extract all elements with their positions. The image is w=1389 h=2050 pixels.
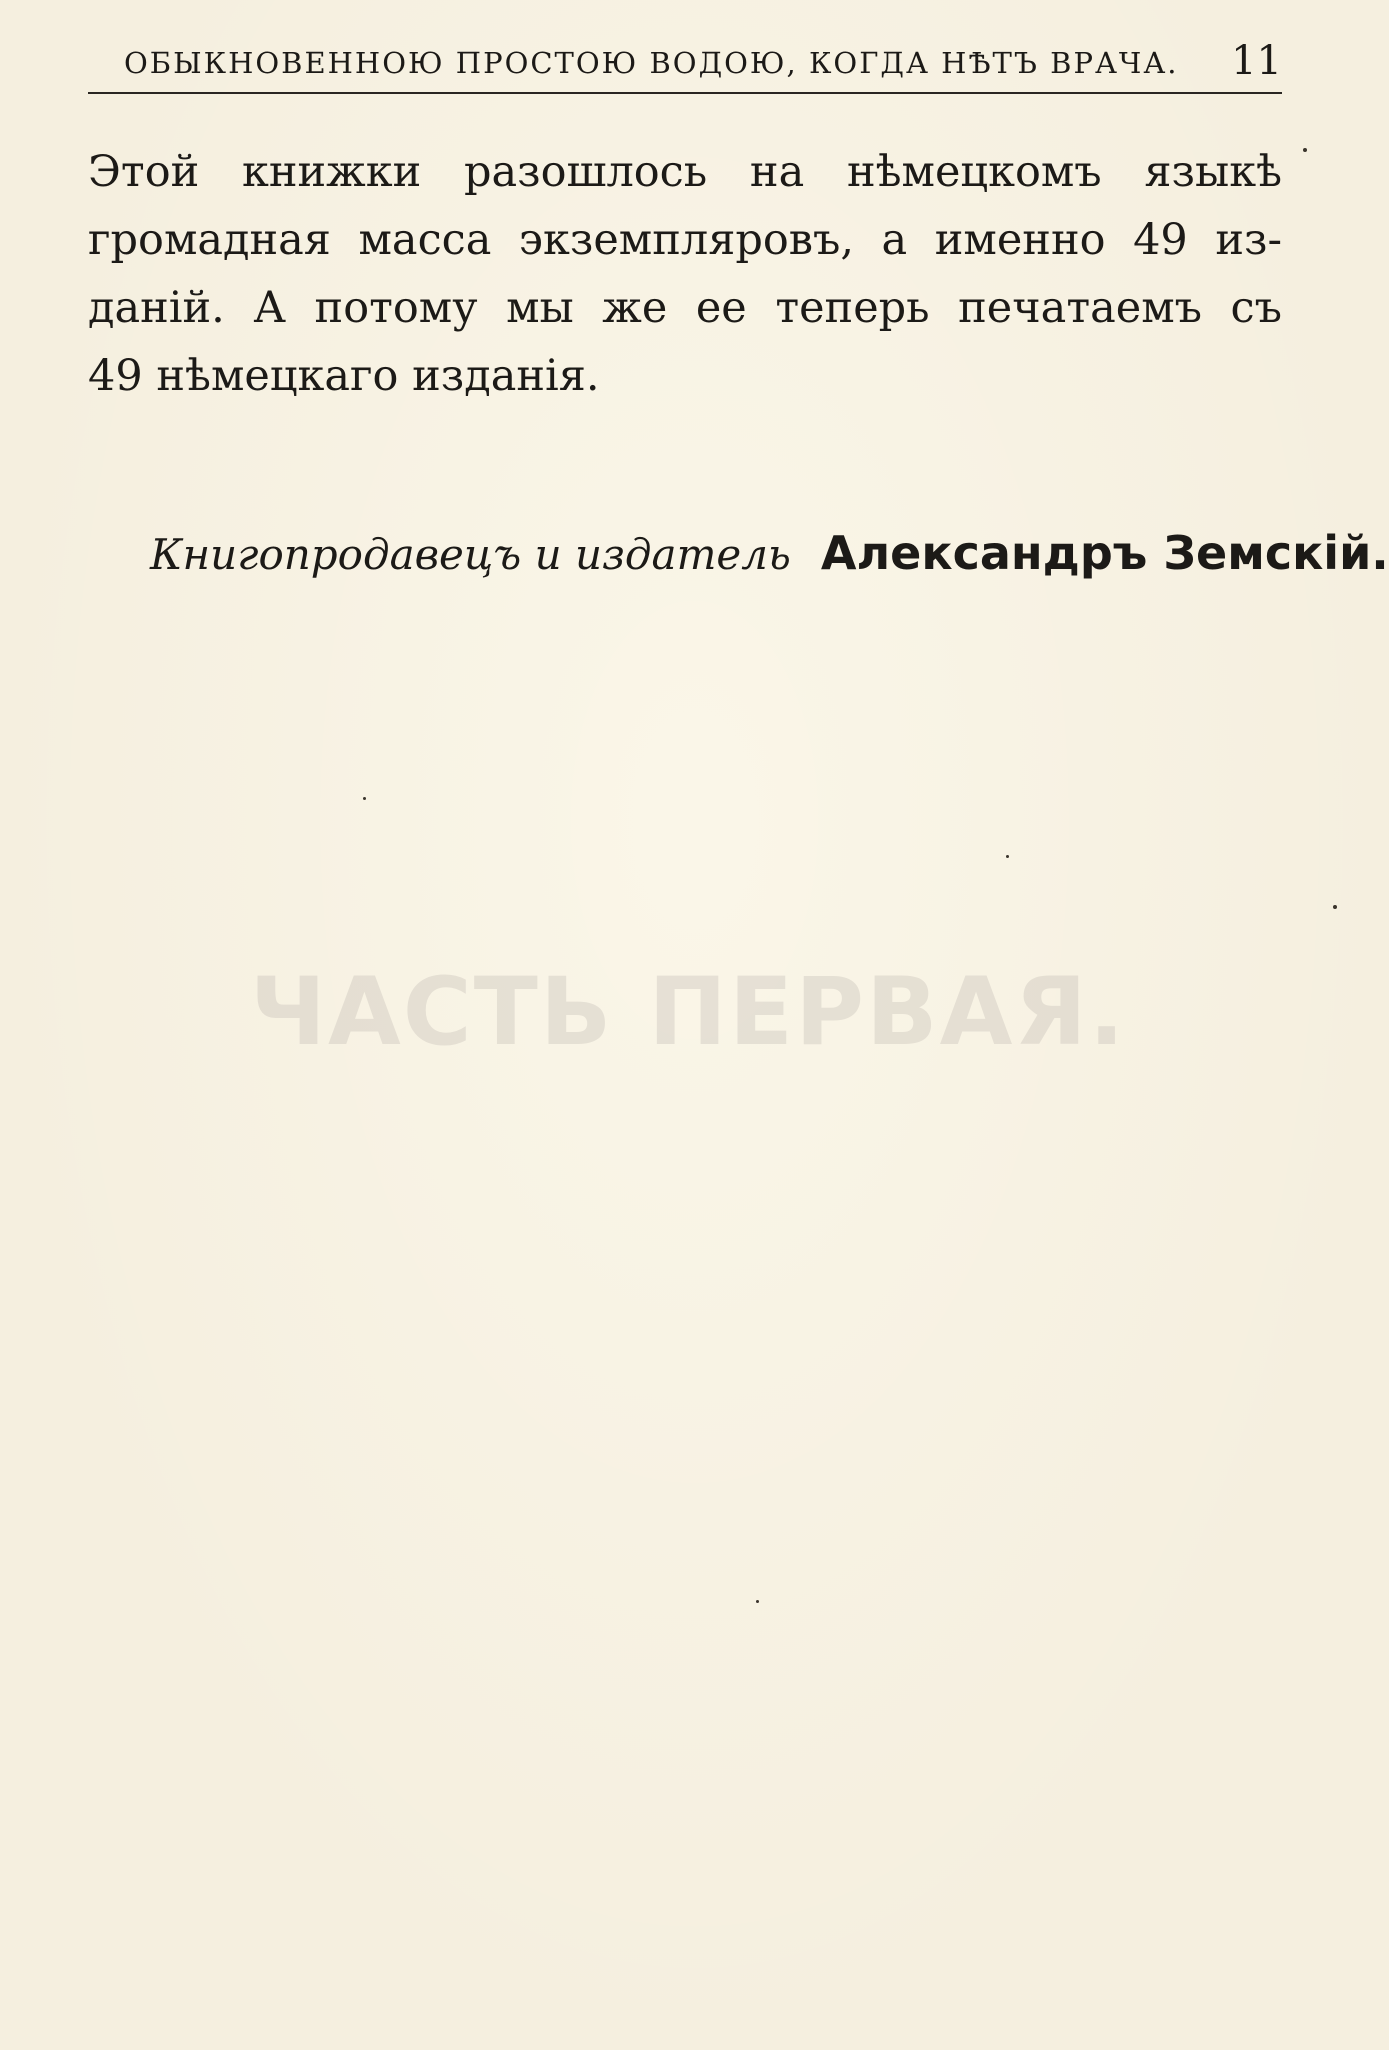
page-number: 11 (1231, 38, 1282, 84)
paper-speck (756, 1600, 759, 1603)
running-title: ОБЫКНОВЕННОЮ ПРОСТОЮ ВОДОЮ, КОГДА НѢТЪ ВРАЧА. (124, 46, 1179, 80)
paper-speck (1333, 905, 1337, 909)
body-line: 49 нѣмецкаго изданiя. (88, 351, 600, 401)
publisher-role: Книгопродавецъ и издатель (150, 530, 791, 579)
paper-speck (1303, 148, 1307, 152)
body-line: громадная масса экземпляровъ, а именно 49 из- (88, 215, 1282, 265)
body-line: данiй. А потому мы же ее теперь печатаемъ съ (88, 283, 1282, 333)
paper-speck (1006, 855, 1009, 858)
publisher-name: Александръ Земскiй. (820, 526, 1389, 580)
paper-speck (363, 797, 366, 800)
publisher-signature (150, 526, 1389, 580)
bleed-through-heading: ЧАСТЬ ПЕРВАЯ. (250, 958, 1127, 1067)
running-head (88, 38, 1282, 94)
body-paragraph (88, 138, 1282, 410)
body-line: Этой книжки разошлось на нѣмецкомъ языкѣ (88, 147, 1282, 197)
